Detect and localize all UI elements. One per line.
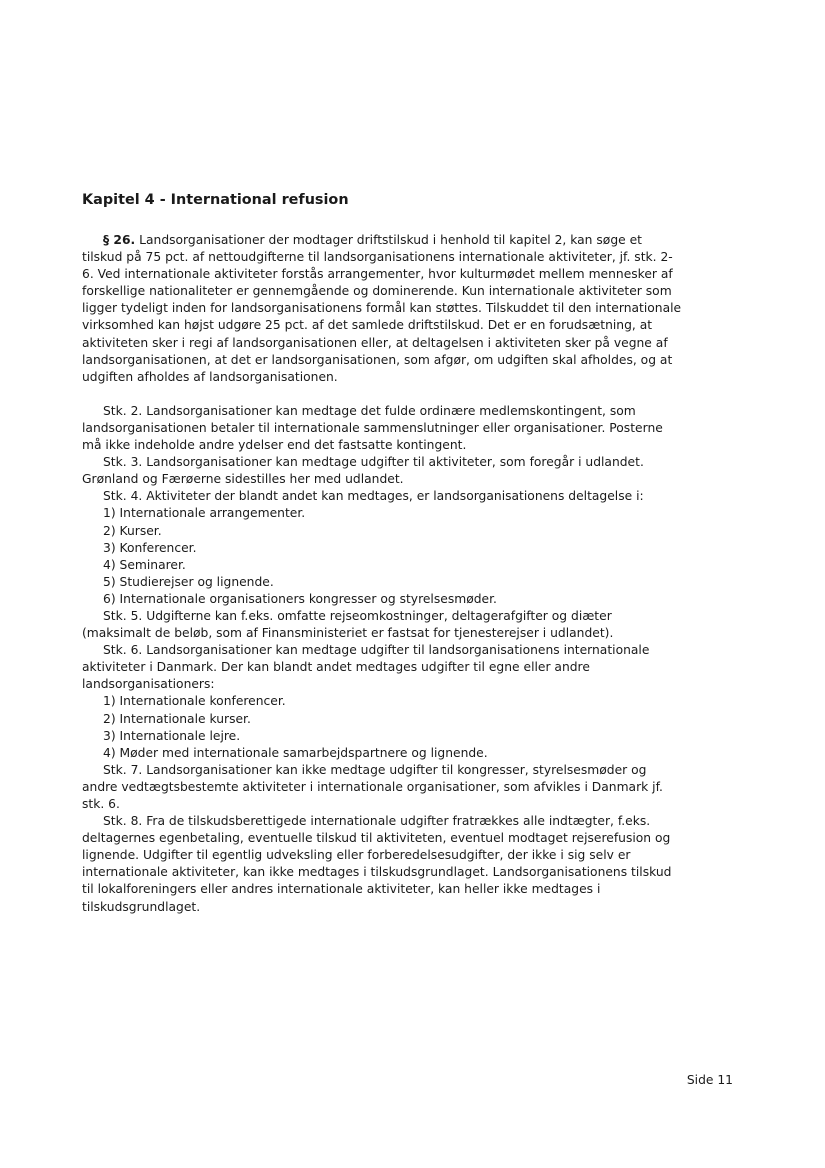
stk-8-paragraph: Stk. 8. Fra de tilskudsberettigede internationale udgifter fratrækkes alle indtægter, f.eks. deltagernes egenbetaling, eventuelle tilskud til aktiviteten, eventuel modtaget rejserefusion og lignende. Udgifter til egentlig udveksling eller forberedelsesudgifter, der ikke i sig selv er internationale aktiviteter, kan ikke medtages i tilskudsgrundlaget. Landsorganisationens tilskud til lokalforeningers eller andres internationale aktiviteter, kan heller ikke medtages i tilskudsgrundlaget. bbox=[82, 814, 672, 914]
section-26-label: § 26. bbox=[103, 233, 136, 247]
list-item: 4) Seminarer. bbox=[103, 557, 186, 572]
list-item: 4) Møder med internationale samarbejdspartnere og lignende. bbox=[103, 745, 488, 760]
stk-7-paragraph: Stk. 7. Landsorganisationer kan ikke medtage udgifter til kongresser, styrelsesmøder og andre vedtægtsbestemte aktiviteter i internationale organisationer, som afvikles i Danmark jf. stk. 6. bbox=[82, 762, 663, 811]
list-item: 2) Internationale kurser. bbox=[103, 711, 251, 726]
list-item: 6) Internationale organisationers kongresser og styrelsesmøder. bbox=[103, 591, 497, 606]
stk-4-list bbox=[82, 505, 682, 608]
list-item: 3) Internationale lejre. bbox=[103, 728, 241, 743]
chapter-title: Kapitel 4 - International refusion bbox=[82, 192, 349, 208]
page-number: Side 11 bbox=[686, 1073, 733, 1087]
stk-5-paragraph: Stk. 5. Udgifterne kan f.eks. omfatte rejseomkostninger, deltagerafgifter og diæter (maksimalt de beløb, som af Finansministeriet er fastsat for tjenesterejser i udlandet). bbox=[82, 608, 614, 641]
stk-2-paragraph: Stk. 2. Landsorganisationer kan medtage det fulde ordinære medlemskontingent, som landsorganisationen betaler til internationale sammenslutninger eller organisationer. Posterne må ikke indeholde andre ydelser end det fastsatte kontingent. bbox=[82, 403, 663, 453]
document-body bbox=[82, 191, 682, 916]
list-item: 1) Internationale konferencer. bbox=[103, 694, 286, 709]
section-26-paragraph bbox=[82, 232, 682, 386]
list-item: 5) Studierejser og lignende. bbox=[103, 574, 274, 589]
stk-3-paragraph: Stk. 3. Landsorganisationer kan medtage udgifter til aktiviteter, som foregår i udlandet. Grønland og Færøerne sidestilles her med udlandet. bbox=[82, 455, 644, 487]
section-26-text: Landsorganisationer der modtager driftstilskud i henhold til kapitel 2, kan søge et tilskud på 75 pct. af nettoudgifterne til landsorganisationens internationale aktiviteter, jf. stk. 2-6. Ved internationale aktiviteter forstås arrangementer, hvor kulturmødet mellem mennesker af forskellige nationaliteter er gennemgående og dominerende. Kun internationale aktiviteter som ligger tydeligt inden for landsorganisationens formål kan støttes. Tilskuddet til den internationale virksomhed kan højst udgøre 25 pct. af det samlede driftstilskud. Det er en forudsætning, at aktiviteten sker i regi af landsorganisationen eller, at deltagelsen i aktiviteten sker på vegne af landsorganisationen, at det er landsorganisationen, som afgør, om udgiften skal afholdes, og at udgiften afholdes af landsorganisationen. bbox=[82, 233, 682, 384]
stk-6-list bbox=[82, 693, 682, 761]
stk-6-paragraph: Stk. 6. Landsorganisationer kan medtage udgifter til landsorganisationens internationale aktiviteter i Danmark. Der kan blandt andet medtages udgifter til egne eller andre landsorganisationers: bbox=[82, 643, 650, 692]
list-item: 2) Kurser. bbox=[103, 523, 162, 538]
list-item: 3) Konferencer. bbox=[103, 540, 197, 555]
list-item: 1) Internationale arrangementer. bbox=[103, 506, 306, 521]
stk-4-paragraph: Stk. 4. Aktiviteter der blandt andet kan medtages, er landsorganisationens deltagelse i: bbox=[103, 489, 644, 504]
